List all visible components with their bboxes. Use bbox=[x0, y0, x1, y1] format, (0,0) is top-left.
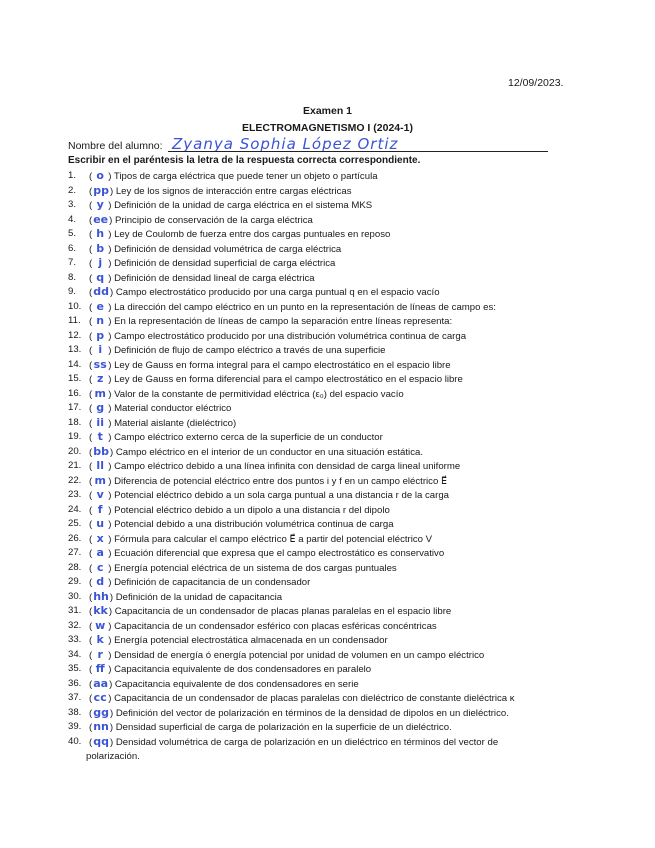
answer-open-paren: ( bbox=[89, 504, 93, 516]
question-text: ) Definición de capacitancia de un condensador bbox=[108, 577, 311, 588]
answer-open-paren: ( bbox=[89, 649, 93, 661]
answer-open-paren: ( bbox=[89, 214, 93, 226]
answer-open-paren: ( bbox=[89, 403, 93, 414]
handwritten-answer: ss bbox=[93, 357, 107, 371]
answer-open-paren: ( bbox=[89, 664, 93, 675]
question-number: 15. bbox=[68, 373, 82, 384]
handwritten-answer: m bbox=[94, 473, 106, 487]
question-list bbox=[68, 169, 558, 763]
question-number: 37. bbox=[68, 692, 82, 703]
question-text: ) Energía potencial electrostática almacenada en un condensador bbox=[108, 635, 388, 646]
question-number: 28. bbox=[68, 561, 82, 573]
question-number: 21. bbox=[68, 460, 82, 471]
question-number: 19. bbox=[68, 431, 82, 442]
handwritten-answer: bb bbox=[93, 444, 109, 458]
question-text: ) Campo eléctrico externo cerca de la superficie de un conductor bbox=[108, 432, 383, 443]
question-item bbox=[68, 517, 558, 532]
question-item bbox=[68, 561, 558, 576]
answer-open-paren: ( bbox=[89, 374, 93, 385]
question-text-continuation: polarización. bbox=[86, 751, 140, 762]
question-body bbox=[89, 329, 558, 345]
question-number: 6. bbox=[68, 242, 77, 254]
handwritten-answer: kk bbox=[93, 604, 108, 617]
question-item bbox=[68, 256, 558, 271]
question-number: 22. bbox=[68, 474, 82, 486]
question-text: ) Material aislante (dieléctrico) bbox=[108, 417, 237, 429]
question-text: ) Principio de conservación de la carga eléctrica bbox=[109, 214, 313, 226]
question-body bbox=[89, 517, 558, 533]
question-text: ) Ley de Coulomb de fuerza entre dos cargas puntuales en reposo bbox=[108, 229, 391, 240]
question-item bbox=[68, 329, 558, 344]
question-body bbox=[89, 256, 558, 272]
question-text: ) Tipos de carga eléctrica que puede tener un objeto o partícula bbox=[108, 171, 378, 182]
question-item bbox=[68, 372, 558, 387]
question-item bbox=[68, 575, 558, 590]
handwritten-answer: pp bbox=[93, 183, 109, 197]
question-text: ) Campo eléctrico debido a una línea infinita con densidad de carga lineal uniforme bbox=[108, 461, 461, 472]
question-item bbox=[68, 691, 558, 706]
question-item bbox=[68, 662, 558, 677]
question-item bbox=[68, 198, 558, 213]
question-text: ) Ley de Gauss en forma integral para el campo electrostático en el espacio libre bbox=[108, 359, 451, 371]
question-body bbox=[89, 343, 558, 359]
question-number: 18. bbox=[68, 416, 82, 428]
question-number: 2. bbox=[68, 184, 77, 196]
question-body bbox=[89, 575, 558, 591]
question-item bbox=[68, 387, 558, 402]
handwritten-answer: ll bbox=[96, 459, 104, 472]
question-item bbox=[68, 503, 558, 518]
handwritten-answer: m bbox=[94, 386, 106, 400]
question-item bbox=[68, 300, 558, 315]
question-number: 27. bbox=[68, 547, 82, 558]
question-number: 32. bbox=[68, 619, 82, 631]
question-item bbox=[68, 242, 558, 257]
answer-open-paren: ( bbox=[89, 562, 93, 574]
question-number: 8. bbox=[68, 271, 77, 283]
question-number: 14. bbox=[68, 358, 82, 370]
handwritten-answer: w bbox=[95, 618, 106, 632]
question-item bbox=[68, 590, 558, 605]
answer-open-paren: ( bbox=[89, 287, 93, 298]
question-text: ) Definición del vector de polarización en términos de la densidad de dipolos en un dieléctrico. bbox=[109, 707, 509, 719]
question-body bbox=[89, 604, 558, 620]
question-body bbox=[89, 198, 558, 214]
question-number: 35. bbox=[68, 663, 82, 674]
handwritten-answer: f bbox=[97, 502, 103, 516]
answer-open-paren: ( bbox=[89, 461, 93, 472]
handwritten-answer: ii bbox=[96, 415, 104, 429]
question-item bbox=[68, 706, 558, 721]
question-number: 12. bbox=[68, 329, 82, 341]
answer-open-paren: ( bbox=[89, 707, 93, 719]
question-text: ) Campo electrostático producido por una distribución volumétrica continua de carga bbox=[108, 330, 467, 342]
question-body bbox=[89, 169, 558, 185]
handwritten-answer: e bbox=[96, 299, 104, 313]
question-number: 29. bbox=[68, 576, 82, 587]
question-item bbox=[68, 720, 558, 735]
question-text: ) La dirección del campo eléctrico en un punto en la representación de líneas de campo es: bbox=[108, 301, 496, 313]
answer-open-paren: ( bbox=[89, 722, 93, 733]
student-name-row bbox=[68, 137, 488, 153]
question-body bbox=[89, 285, 558, 301]
question-text: ) Definición de densidad volumétrica de carga eléctrica bbox=[108, 243, 342, 255]
answer-open-paren: ( bbox=[89, 678, 93, 690]
question-item bbox=[68, 430, 558, 445]
question-item bbox=[68, 474, 558, 489]
question-body bbox=[89, 184, 558, 200]
handwritten-answer: t bbox=[97, 430, 103, 443]
handwritten-answer: b bbox=[96, 241, 105, 255]
handwritten-answer: a bbox=[96, 546, 104, 559]
handwritten-answer: o bbox=[96, 169, 104, 182]
question-number: 7. bbox=[68, 257, 77, 268]
question-body bbox=[89, 648, 558, 664]
question-number: 16. bbox=[68, 387, 82, 399]
question-body bbox=[89, 401, 558, 417]
student-name-handwritten: Zyanya Sophia López Ortiz bbox=[172, 135, 399, 153]
question-number: 23. bbox=[68, 489, 82, 500]
question-item bbox=[68, 358, 558, 373]
handwritten-answer: r bbox=[97, 647, 103, 661]
answer-open-paren: ( bbox=[89, 533, 93, 545]
question-number: 9. bbox=[68, 286, 77, 297]
question-text: ) Densidad superficial de carga de polarización en la superficie de un dieléctrico. bbox=[109, 722, 452, 733]
question-item bbox=[68, 619, 558, 634]
question-text: ) Ecuación diferencial que expresa que el campo electrostático es conservativo bbox=[108, 548, 445, 559]
answer-open-paren: ( bbox=[89, 258, 93, 269]
question-body bbox=[89, 445, 558, 461]
handwritten-answer: ff bbox=[95, 662, 105, 675]
question-text: ) Campo eléctrico en el interior de un conductor en una situación estática. bbox=[109, 446, 423, 458]
handwritten-answer: cc bbox=[93, 691, 107, 704]
handwritten-answer: c bbox=[96, 560, 104, 574]
answer-open-paren: ( bbox=[89, 345, 93, 356]
answer-open-paren: ( bbox=[89, 446, 93, 458]
question-text: ) Ley de los signos de interacción entre cargas eléctricas bbox=[109, 185, 352, 197]
question-text: ) En la representación de líneas de campo la separación entre líneas representa: bbox=[108, 316, 453, 327]
question-item bbox=[68, 459, 558, 474]
answer-open-paren: ( bbox=[89, 591, 93, 603]
question-text: ) Capacitancia de un condensador de placas paralelas con dieléctrico de constante dieléctrica κ bbox=[108, 693, 515, 704]
question-body bbox=[89, 314, 558, 330]
question-text: ) Definición de la unidad de carga eléctrica en el sistema MKS bbox=[108, 200, 373, 211]
question-body bbox=[89, 488, 558, 504]
question-text: ) Ley de Gauss en forma diferencial para el campo electrostático en el espacio libre bbox=[108, 374, 463, 385]
question-item bbox=[68, 184, 558, 199]
answer-open-paren: ( bbox=[89, 388, 93, 400]
question-item bbox=[68, 314, 558, 329]
question-number: 39. bbox=[68, 721, 82, 732]
question-number: 20. bbox=[68, 445, 82, 457]
answer-open-paren: ( bbox=[89, 490, 93, 501]
question-text: ) Definición de densidad superficial de carga eléctrica bbox=[108, 258, 336, 269]
answer-open-paren: ( bbox=[89, 475, 93, 487]
answer-open-paren: ( bbox=[89, 693, 93, 704]
question-body bbox=[89, 474, 558, 490]
handwritten-answer: aa bbox=[93, 676, 109, 690]
question-item bbox=[68, 735, 558, 763]
question-text: ) Definición de la unidad de capacitancia bbox=[109, 591, 283, 603]
question-item bbox=[68, 343, 558, 358]
question-number: 4. bbox=[68, 213, 77, 225]
question-body bbox=[89, 387, 558, 403]
question-item bbox=[68, 445, 558, 460]
handwritten-answer: gg bbox=[93, 705, 109, 719]
question-item bbox=[68, 227, 558, 242]
handwritten-answer: dd bbox=[93, 285, 109, 298]
question-body bbox=[89, 271, 558, 287]
question-body bbox=[89, 619, 558, 635]
question-text: ) Campo electrostático producido por una carga puntual q en el espacio vacío bbox=[109, 287, 440, 298]
question-body bbox=[89, 691, 558, 707]
handwritten-answer: ee bbox=[93, 212, 109, 226]
handwritten-answer: nn bbox=[93, 720, 109, 733]
question-text: ) Valor de la constante de permitividad eléctrica (ε₀) del espacio vacío bbox=[108, 388, 404, 400]
answer-open-paren: ( bbox=[89, 301, 93, 313]
answer-open-paren: ( bbox=[89, 620, 93, 632]
answer-open-paren: ( bbox=[89, 243, 93, 255]
question-body bbox=[89, 300, 558, 316]
handwritten-answer: g bbox=[96, 401, 105, 414]
question-body bbox=[89, 430, 558, 446]
question-text: ) Potencial debido a una distribución volumétrica continua de carga bbox=[108, 519, 394, 530]
question-number: 30. bbox=[68, 590, 82, 602]
question-item bbox=[68, 648, 558, 663]
question-number: 24. bbox=[68, 503, 82, 515]
question-number: 1. bbox=[68, 170, 77, 181]
exam-date: 12/09/2023. bbox=[508, 77, 564, 89]
handwritten-answer: hh bbox=[93, 589, 109, 603]
question-number: 25. bbox=[68, 518, 82, 529]
exam-title: Examen 1 bbox=[302, 105, 353, 117]
question-text: ) Potencial eléctrico debido a un sola carga puntual a una distancia r de la carga bbox=[108, 490, 449, 501]
question-number: 34. bbox=[68, 648, 82, 660]
question-body bbox=[89, 459, 558, 475]
handwritten-answer: d bbox=[96, 575, 105, 588]
question-body bbox=[89, 372, 558, 388]
question-text: ) Definición de flujo de campo eléctrico a través de una superficie bbox=[108, 345, 386, 356]
handwritten-answer: k bbox=[96, 633, 104, 646]
question-number: 3. bbox=[68, 199, 77, 210]
question-number: 36. bbox=[68, 677, 82, 689]
question-text: ) Capacitancia equivalente de dos condensadores en serie bbox=[109, 678, 359, 690]
question-body bbox=[89, 503, 558, 519]
question-body bbox=[89, 242, 558, 258]
question-item bbox=[68, 271, 558, 286]
question-number: 13. bbox=[68, 344, 82, 355]
question-body bbox=[89, 227, 558, 243]
answer-open-paren: ( bbox=[89, 432, 93, 443]
question-body bbox=[86, 734, 558, 765]
question-body bbox=[89, 561, 558, 577]
question-text: ) Densidad de energía ó energía potencial por unidad de volumen en un campo eléctrico bbox=[108, 649, 485, 661]
question-body bbox=[89, 590, 558, 606]
handwritten-answer: n bbox=[96, 314, 105, 327]
handwritten-answer: q bbox=[96, 270, 105, 284]
question-item bbox=[68, 604, 558, 619]
question-body bbox=[89, 662, 558, 678]
question-item bbox=[68, 488, 558, 503]
name-underline bbox=[168, 151, 548, 152]
question-number: 31. bbox=[68, 605, 82, 616]
question-text: ) Capacitancia equivalente de dos condensadores en paralelo bbox=[108, 664, 372, 675]
question-body bbox=[89, 532, 558, 548]
answer-open-paren: ( bbox=[89, 316, 93, 327]
student-name-label: Nombre del alumno: bbox=[68, 140, 163, 152]
question-item bbox=[68, 546, 558, 561]
question-item bbox=[68, 169, 558, 184]
answer-open-paren: ( bbox=[89, 200, 93, 211]
answer-open-paren: ( bbox=[89, 417, 93, 429]
question-number: 11. bbox=[68, 315, 81, 326]
answer-open-paren: ( bbox=[89, 577, 93, 588]
question-item bbox=[68, 677, 558, 692]
handwritten-answer: z bbox=[97, 372, 104, 385]
question-text: ) Capacitancia de un condensador esférico con placas esféricas concéntricas bbox=[108, 620, 437, 632]
question-number: 17. bbox=[68, 402, 82, 413]
answer-open-paren: ( bbox=[89, 272, 93, 284]
question-text: ) Capacitancia de un condensador de placas planas paralelas en el espacio libre bbox=[108, 606, 452, 617]
question-text: ) Densidad volumétrica de carga de polarización en un dieléctrico en términos del vector de bbox=[109, 736, 499, 748]
handwritten-answer: v bbox=[96, 488, 104, 501]
question-text: ) Fórmula para calcular el campo eléctrico E⃗ a partir del potencial eléctrico V bbox=[108, 533, 433, 545]
question-item bbox=[68, 416, 558, 431]
question-body bbox=[89, 546, 558, 562]
answer-open-paren: ( bbox=[89, 519, 93, 530]
handwritten-answer: y bbox=[96, 198, 104, 211]
question-item bbox=[68, 401, 558, 416]
question-text: ) Diferencia de potencial eléctrico entre dos puntos i y f en un campo eléctrico E⃗ bbox=[108, 475, 448, 487]
question-item bbox=[68, 532, 558, 547]
question-text: ) Definición de densidad lineal de carga eléctrica bbox=[108, 272, 315, 284]
answer-open-paren: ( bbox=[89, 330, 93, 342]
question-number: 40. bbox=[68, 735, 82, 747]
answer-open-paren: ( bbox=[89, 736, 93, 748]
answer-open-paren: ( bbox=[89, 606, 93, 617]
question-body bbox=[89, 213, 558, 229]
question-text: ) Potencial eléctrico debido a un dipolo a una distancia r del dipolo bbox=[108, 504, 390, 516]
answer-open-paren: ( bbox=[89, 171, 93, 182]
question-item bbox=[68, 213, 558, 228]
question-body bbox=[89, 677, 558, 693]
question-item bbox=[68, 285, 558, 300]
question-text: ) Energía potencial eléctrica de un sistema de dos cargas puntuales bbox=[108, 562, 397, 574]
handwritten-answer: x bbox=[96, 531, 104, 545]
question-number: 10. bbox=[68, 300, 82, 312]
question-number: 38. bbox=[68, 706, 82, 718]
handwritten-answer: u bbox=[96, 517, 105, 530]
handwritten-answer: p bbox=[96, 328, 105, 342]
answer-open-paren: ( bbox=[89, 229, 93, 240]
question-number: 26. bbox=[68, 532, 82, 544]
answer-open-paren: ( bbox=[89, 359, 93, 371]
question-number: 33. bbox=[68, 634, 82, 645]
answer-open-paren: ( bbox=[89, 185, 93, 197]
question-item bbox=[68, 633, 558, 648]
question-text: ) Material conductor eléctrico bbox=[108, 403, 232, 414]
question-body bbox=[89, 358, 558, 374]
question-body bbox=[89, 416, 558, 432]
question-body bbox=[89, 633, 558, 649]
question-number: 5. bbox=[68, 228, 77, 239]
instruction-text: Escribir en el paréntesis la letra de la respuesta correcta correspondiente. bbox=[68, 155, 421, 166]
handwritten-answer: i bbox=[98, 343, 103, 356]
question-body bbox=[89, 720, 558, 736]
course-title: ELECTROMAGNETISMO I (2024-1) bbox=[242, 122, 413, 134]
question-body bbox=[89, 706, 558, 722]
handwritten-answer: h bbox=[96, 227, 105, 240]
handwritten-answer: j bbox=[98, 256, 103, 269]
answer-open-paren: ( bbox=[89, 548, 93, 559]
handwritten-answer: qq bbox=[93, 734, 109, 748]
answer-open-paren: ( bbox=[89, 635, 93, 646]
